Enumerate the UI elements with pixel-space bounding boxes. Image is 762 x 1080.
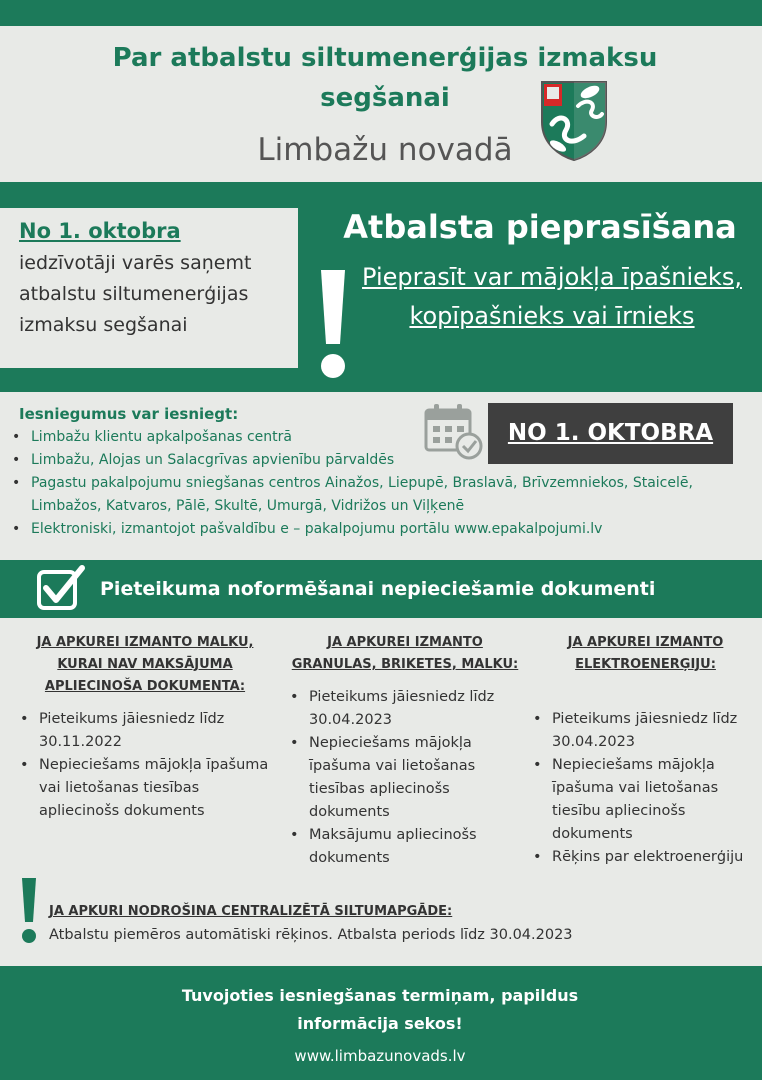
page-title: Par atbalstu siltumenerģijas izmaksu segšanai: [112, 43, 658, 113]
request-band: [0, 182, 762, 392]
documents-column-pellets: [290, 632, 520, 870]
top-bar: [0, 0, 762, 26]
documents-section: [0, 618, 762, 966]
date-badge: NO 1. OKTOBRA: [488, 403, 733, 464]
header: [0, 26, 762, 182]
list-item: • Pieteikums jāiesniedz līdz 30.04.2023: [533, 708, 758, 754]
documents-band: [0, 560, 762, 618]
column-heading: JA APKUREI IZMANTO ELEKTROENERĢIJU:: [567, 635, 724, 672]
exclamation-icon: [318, 270, 348, 380]
list-item: • Nepieciešams mājokļa īpašuma vai lietošanas tiesības apliecinošs dokuments: [290, 732, 520, 824]
documents-column-wood: [20, 632, 270, 823]
submit-heading: Iesniegumus var iesniegt:: [19, 405, 239, 423]
checkbox-check-icon: [36, 564, 86, 612]
request-title: Atbalsta pieprasīšana: [343, 208, 737, 246]
calendar-check-icon: [424, 402, 484, 460]
coat-of-arms-icon: [538, 78, 610, 162]
page-subtitle: Limbažu novadā: [257, 132, 513, 168]
exclamation-icon: [20, 878, 38, 944]
list-item: • Pagastu pakalpojumu sniegšanas centros Ainažos, Liepupē, Braslavā, Brīvzemniekos, Staicelē, Limbažos, Katvaros, Pālē, Skultē, Umurgā, Vidrižos un Viļķenē: [12, 472, 742, 518]
date-text: iedzīvotāji varēs saņemt atbalstu siltumenerģijas izmaksu segšanai: [19, 252, 252, 336]
documents-column-electricity: [533, 632, 758, 869]
request-text: Pieprasīt var mājokļa īpašnieks, kopīpašnieks vai īrnieks: [362, 263, 742, 330]
list-item: • Nepieciešams mājokļa īpašuma vai lietošanas tiesības apliecinošs dokuments: [20, 754, 270, 823]
submit-section: [0, 392, 762, 560]
list-item: • Pieteikums jāiesniedz līdz 30.11.2022: [20, 708, 270, 754]
list-item: • Pieteikums jāiesniedz līdz 30.04.2023: [290, 686, 520, 732]
list-item: • Limbažu, Alojas un Salacgrīvas apvienību pārvaldēs: [12, 449, 742, 472]
list-item: • Rēķins par elektroenerģiju: [533, 846, 758, 869]
list-item: • Maksājumu apliecinošs dokuments: [290, 824, 520, 870]
date-notice-box: [0, 208, 298, 368]
footer-text: Tuvojoties iesniegšanas termiņam, papildus informācija sekos!: [181, 986, 579, 1033]
footer-url-link[interactable]: www.limbazunovads.lv: [294, 1047, 466, 1065]
central-heating-heading: JA APKURI NODROŠINA CENTRALIZĒTĀ SILTUMAPGĀDE:: [49, 904, 453, 919]
documents-title: Pieteikuma noformēšanai nepieciešamie dokumenti: [100, 578, 656, 600]
footer: [0, 966, 762, 1080]
list-item: • Limbažu klientu apkalpošanas centrā: [12, 426, 742, 449]
column-heading: JA APKUREI IZMANTO MALKU, KURAI NAV MAKSĀJUMA APLIECINOŠA DOKUMENTA:: [36, 635, 254, 694]
list-item: • Elektroniski, izmantojot pašvaldību e – pakalpojumu portālu www.epakalpojumi.lv: [12, 518, 742, 541]
date-heading: No 1. oktobra: [19, 219, 181, 243]
column-heading: JA APKUREI IZMANTO GRANULAS, BRIKETES, MALKU:: [291, 635, 519, 672]
central-heating-text: Atbalstu piemēros automātiski rēķinos. Atbalsta periods līdz 30.04.2023: [49, 927, 573, 943]
list-item: • Nepieciešams mājokļa īpašuma vai lietošanas tiesību apliecinošs dokuments: [533, 754, 758, 846]
